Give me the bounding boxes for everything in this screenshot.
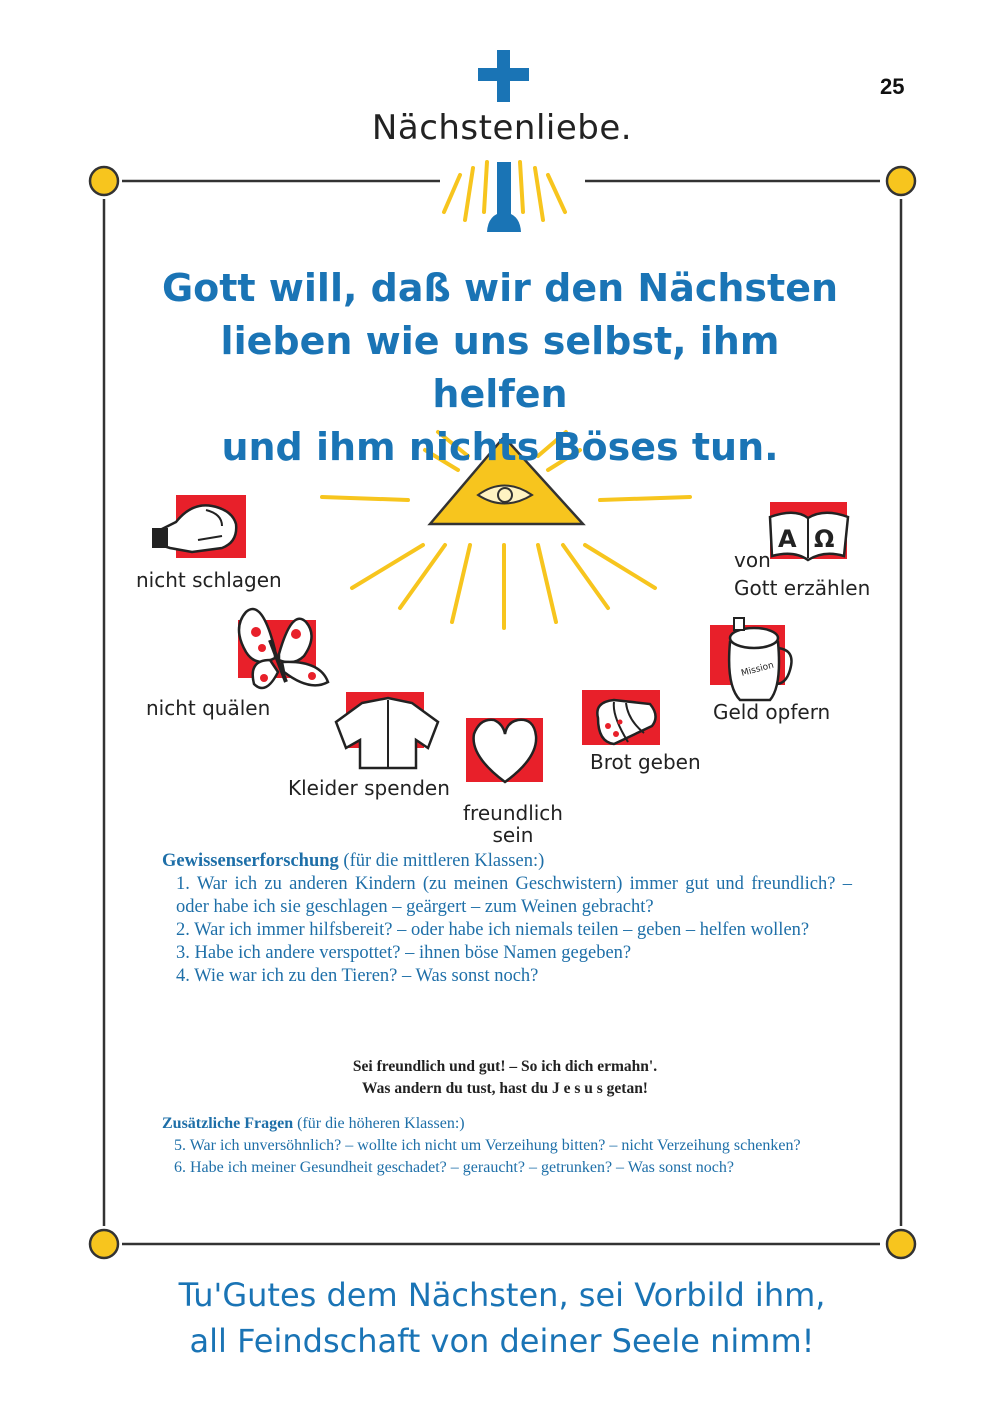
cross-icon [478, 50, 529, 102]
bible-icon [770, 502, 848, 560]
label-von: von [734, 548, 771, 572]
question-item: 1. War ich zu anderen Kindern (zu meinen Geschwistern) immer gut und freundlich? – oder habe ich sie geschlagen – geärgert – zum Weinen gebracht? [176, 874, 852, 917]
main-statement-line: Gott will, daß wir den Nächsten [161, 266, 839, 310]
footer-verse [0, 1272, 1004, 1364]
section-zusaetzliche-fragen [162, 1113, 852, 1179]
svg-text:Mission: Mission [740, 660, 775, 679]
label-brot-geben: Brot geben [590, 750, 701, 774]
verse-line: Sei freundlich und gut! – So ich dich ermahn'. [352, 1058, 658, 1075]
section-subtitle: (für die höheren Klassen:) [297, 1115, 465, 1132]
section-title-line [162, 850, 852, 873]
section-title: Gewissenserforschung [162, 851, 339, 871]
main-statement-line: und ihm nichts Böses tun. [221, 425, 779, 469]
svg-text:A: A [778, 525, 797, 553]
label-kleider-spenden: Kleider spenden [288, 776, 450, 800]
footer-line: all Feindschaft von deiner Seele nimm! [189, 1322, 815, 1360]
page-heading: Nächstenliebe. [371, 108, 633, 148]
page-number: 25 [880, 74, 905, 99]
label-gott-erzaehlen: Gott erzählen [734, 576, 871, 600]
label-nicht-schlagen: nicht schlagen [136, 568, 282, 592]
main-statement-line: lieben wie uns selbst, ihm helfen [220, 319, 780, 416]
heart-icon [466, 718, 543, 782]
question-item: 2. War ich immer hilfsbereit? – oder habe ich niemals teilen – geben – helfen wollen? [176, 920, 810, 940]
verse [180, 1056, 830, 1100]
question-item: 4. Wie war ich zu den Tieren? – Was sonst noch? [176, 966, 539, 986]
candle-icon [444, 162, 565, 232]
butterfly-icon [238, 609, 328, 688]
footer-line: Tu'Gutes dem Nächsten, sei Vorbild ihm, [178, 1276, 826, 1314]
main-statement [150, 262, 850, 474]
question-item: 6. Habe ich meiner Gesundheit geschadet? – geraucht? – getrunken? – Was sonst noch? [174, 1159, 734, 1176]
label-nicht-quaelen: nicht quälen [146, 696, 271, 720]
bread-icon [582, 690, 660, 745]
verse-line: Was andern du tust, hast du J e s u s getan! [362, 1080, 648, 1097]
section-title: Zusätzliche Fragen [162, 1115, 294, 1132]
section-gewissenserforschung [162, 850, 852, 988]
svg-text:Ω: Ω [814, 525, 835, 553]
fist-icon [152, 495, 246, 558]
section-title-line [162, 1113, 852, 1135]
question-item: 5. War ich unversöhnlich? – wollte ich nicht um Verzeihung bitten? – nicht Verzeihung schenken? [174, 1137, 801, 1154]
label-freundlich-sein [458, 802, 568, 846]
section-subtitle: (für die mittleren Klassen:) [343, 851, 545, 871]
label-line: sein [492, 823, 534, 847]
label-geld-opfern: Geld opfern [713, 700, 831, 724]
mission-box-icon [710, 618, 792, 700]
shirt-icon [336, 692, 438, 768]
question-item: 3. Habe ich andere verspottet? – ihnen böse Namen gegeben? [176, 943, 632, 963]
label-line: freundlich [463, 801, 563, 825]
